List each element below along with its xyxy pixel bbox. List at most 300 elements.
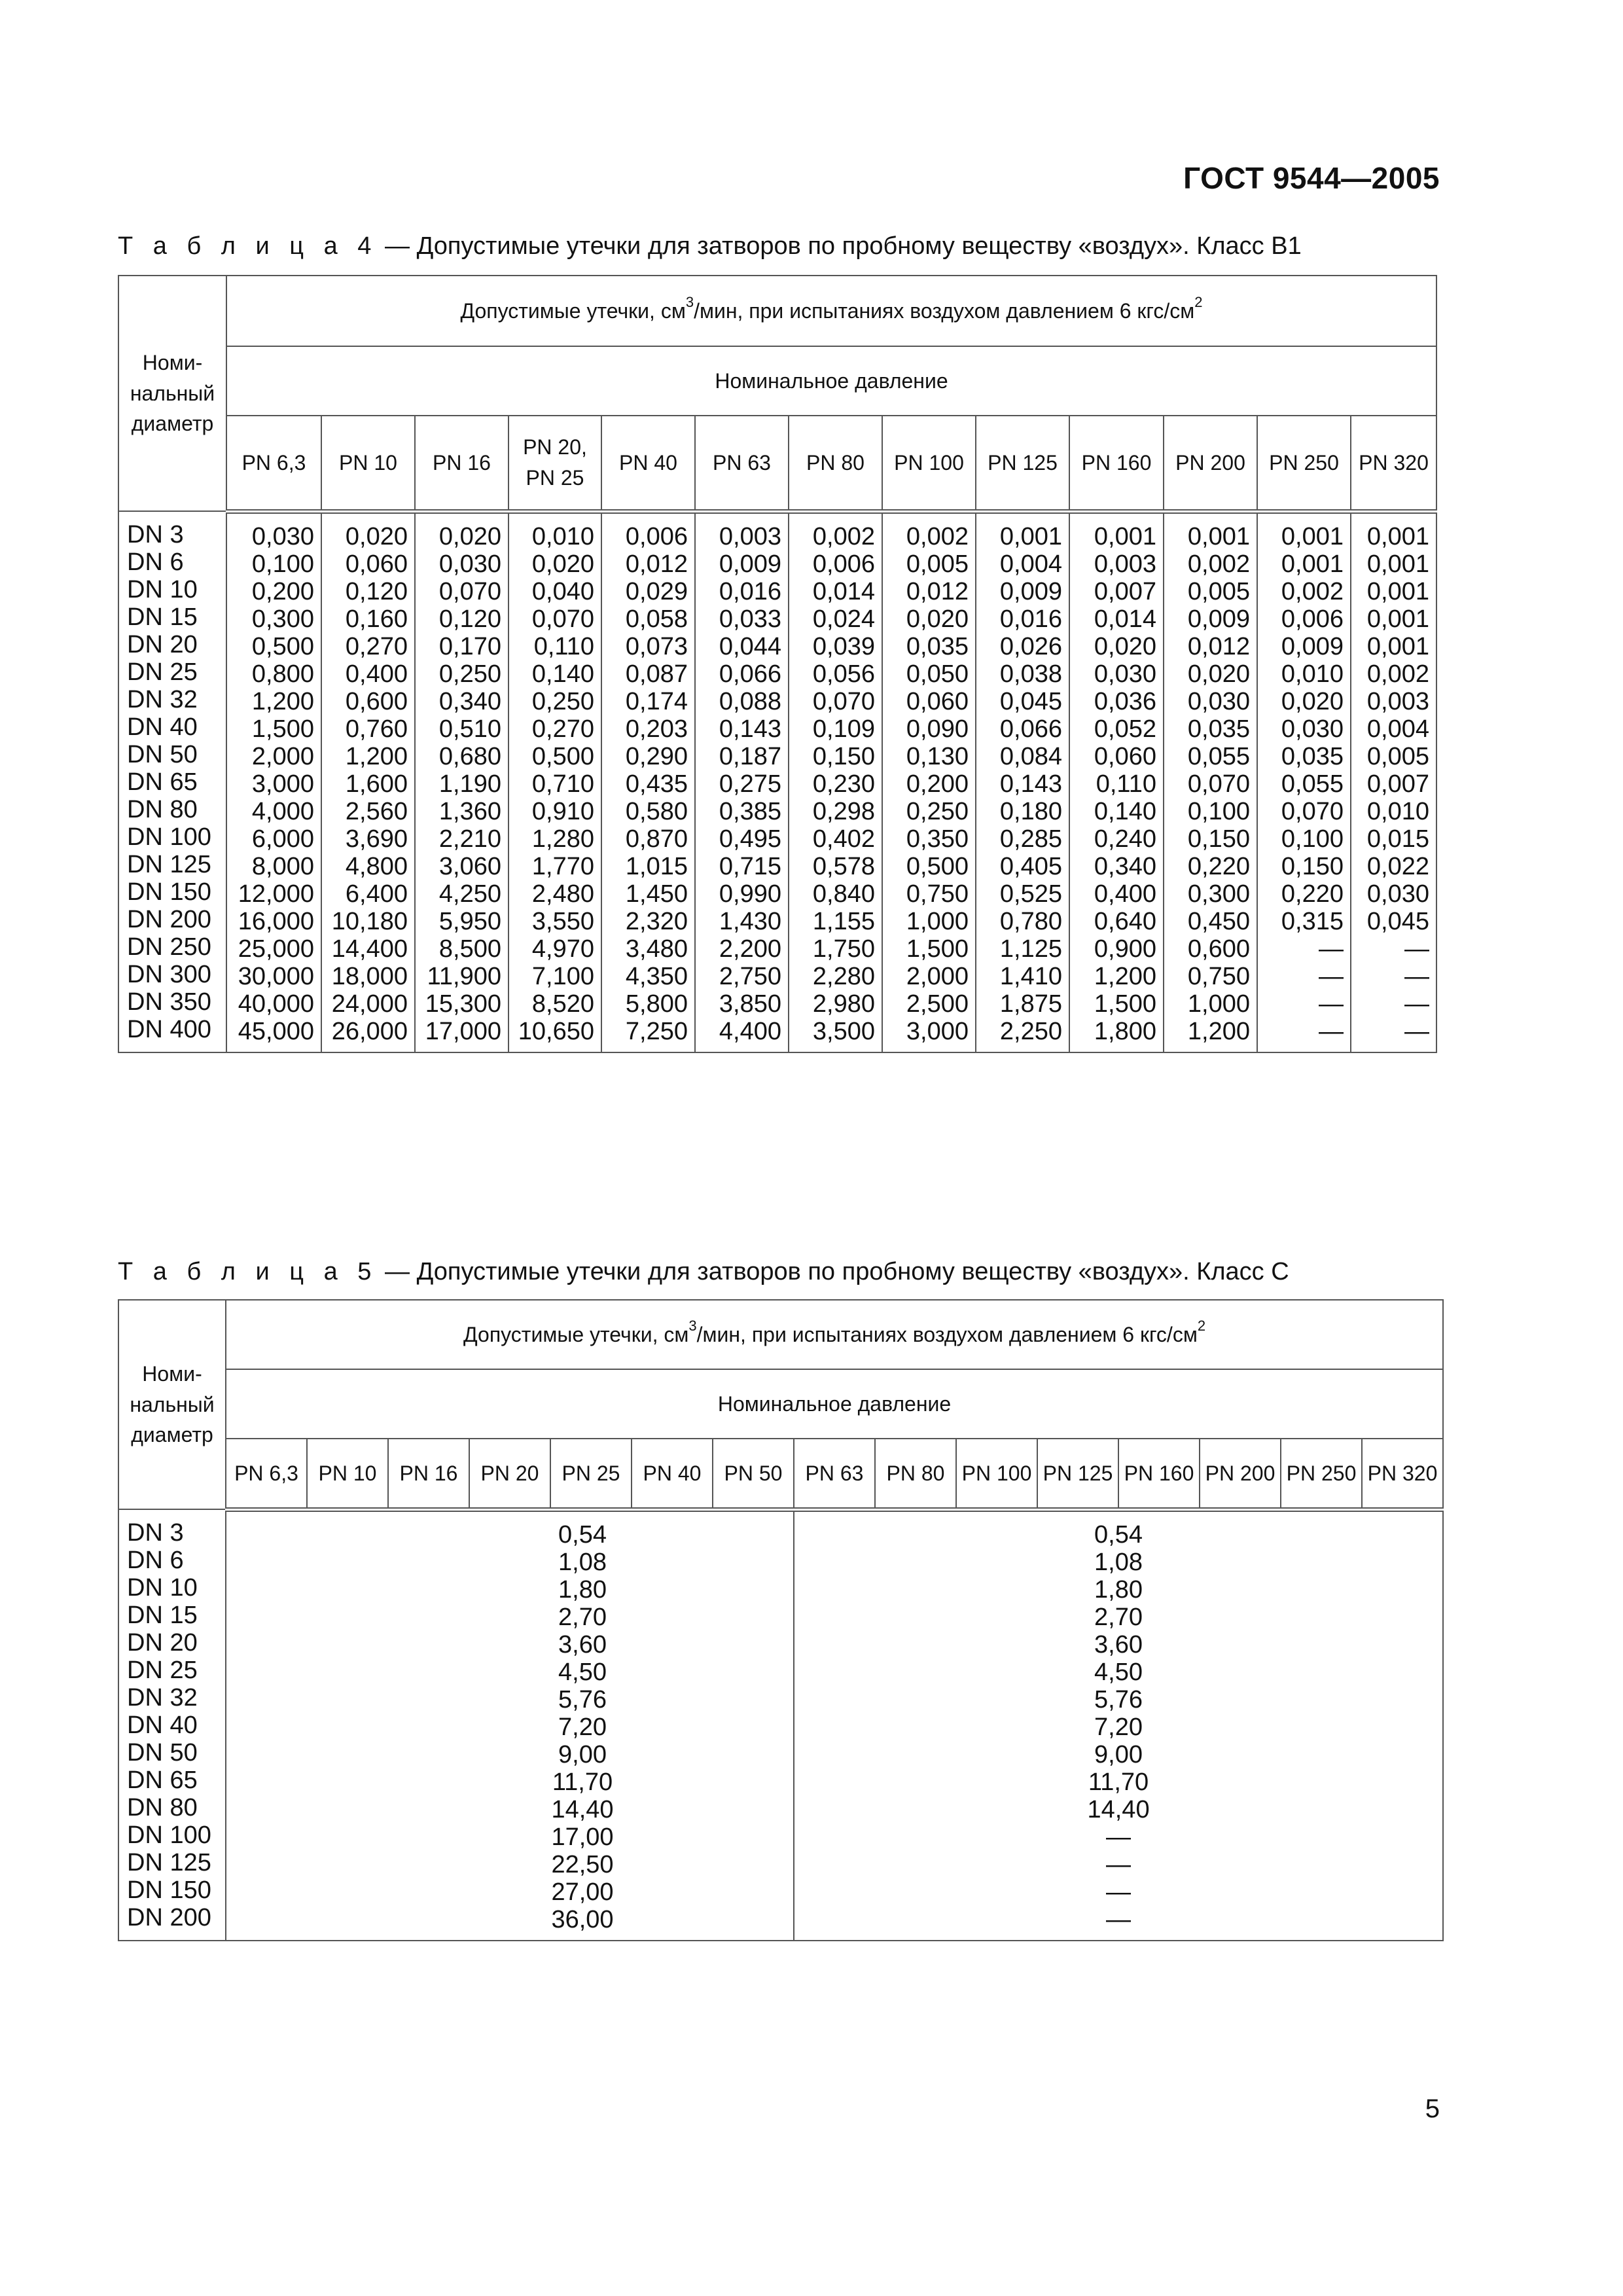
table4-value-cell: 0,109 [812,715,875,743]
table4-value-cell: 10,650 [518,1017,594,1045]
table4-value-cell: 0,250 [531,687,594,715]
page-number: 5 [1425,2094,1440,2123]
table4-value-cell: 0,084 [999,742,1062,770]
table4-value-cell: 0,800 [251,660,314,688]
table5-value-cell: 1,80 [1094,1575,1143,1604]
table4-value-cell: 0,004 [1366,715,1429,743]
table4-value-cell: 0,340 [438,687,501,715]
table4-value-cell: 1,360 [438,797,501,825]
table5-value-cell: 4,50 [1094,1658,1143,1686]
table5-value-cell: — [1106,1850,1132,1878]
table4-value-cell: 3,000 [906,1017,969,1045]
table4-value-cell: 0,100 [1281,825,1344,853]
table4-value-cell: 0,016 [999,605,1062,633]
table4-value-cell: 0,002 [1187,550,1250,578]
table4-value-cell: 0,143 [719,715,781,743]
table4-dn-cell: DN 20 [127,631,198,658]
table4-value-cell: 4,970 [531,935,594,963]
table4-value-cell: 0,500 [906,852,969,880]
table5-value-cell: 22,50 [551,1850,614,1878]
table4-value-cell: 3,550 [531,907,594,935]
table4-value-cell: 0,002 [906,522,969,550]
table4-dn-cell: DN 80 [127,796,198,823]
table4-value-cell: 2,200 [719,935,781,963]
table4-value-cell: 0,290 [625,742,688,770]
table5-value-cell: 7,20 [558,1713,607,1741]
table4-value-cell: 0,001 [1366,605,1429,633]
table4-value-cell: 0,640 [1094,907,1156,935]
table4-value-cell: 0,007 [1366,770,1429,798]
table4-value-cell: 0,250 [906,797,969,825]
table5-value-cell: 1,80 [558,1575,607,1604]
table5-group-header: Допустимые утечки, $см^3$/мин, при испытаниях воздухом давлением 6 кгс/$см^2$ [226,1300,1443,1369]
table4-value-cell: 0,066 [719,660,781,688]
table4-value-cell: — [1404,990,1429,1018]
table4-value-cell: 0,030 [1187,687,1250,715]
table4-value-cell: 0,270 [345,632,408,660]
table5-col-header: PN 6,3 [226,1439,307,1509]
table4-value-cell: 0,003 [719,522,781,550]
table4-value-cell: 2,480 [531,880,594,908]
table5-col-header: PN 160 [1118,1439,1200,1509]
table4-value-cell: 0,285 [999,825,1062,853]
table5-dn-cell: DN 10 [127,1574,198,1602]
table4-value-cell: 0,200 [251,577,314,605]
table4-col-header: PN 125 [976,416,1069,511]
table4-value-cell: 0,030 [1094,660,1156,688]
table4-value-cell: 0,003 [1094,550,1156,578]
table5-dn-cell: DN 20 [127,1629,198,1657]
table4-value-cell: 1,000 [1187,990,1250,1018]
table4-value-cell: 0,150 [1281,852,1344,880]
table4-value-cell: 0,033 [719,605,781,633]
table4-dn-column [118,511,226,1052]
table4-value-cell: 0,007 [1094,577,1156,605]
table4-value-cell: 0,001 [1187,522,1250,550]
table4-value-cell: 0,350 [906,825,969,853]
table4-dn-cell: DN 10 [127,576,198,603]
table5-col-header: PN 10 [307,1439,388,1509]
table4-value-column [508,511,601,1052]
table4-value-cell: 4,800 [345,852,408,880]
table5-dn-cell: DN 32 [127,1684,198,1712]
table4-value-cell: 2,560 [345,797,408,825]
table4-group-header: Допустимые утечки, $см^3$/мин, при испытаниях воздухом давлением 6 кгс/$см^2$ [226,276,1436,346]
table4-value-cell: 4,400 [719,1017,781,1045]
table4-value-cell: 8,520 [531,990,594,1018]
table5-value-cell: 3,60 [558,1630,607,1659]
table4-value-cell: 0,340 [1094,852,1156,880]
table4-value-cell: 0,010 [531,522,594,550]
table4-value-cell: — [1319,962,1344,990]
table4-value-cell: 0,030 [1281,715,1344,743]
table4-value-cell: 0,070 [438,577,501,605]
table4-value-cell: 0,070 [1281,797,1344,825]
table5-dn-cell: DN 80 [127,1794,198,1821]
table4-value-cell: 0,230 [812,770,875,798]
table4-value-column [1069,511,1164,1052]
table4-value-cell: 0,170 [438,632,501,660]
table4-value-cell: 0,020 [906,605,969,633]
table4-value-cell: 0,405 [999,852,1062,880]
table4-value-cell: 0,070 [531,605,594,633]
table5-dn-cell: DN 3 [127,1519,184,1547]
table4-value-cell: 0,026 [999,632,1062,660]
table4-value-cell: 1,500 [1094,990,1156,1018]
table4-value-cell: 0,001 [1366,522,1429,550]
table5-values-group1 [226,1509,794,1941]
table5-col-header: PN 20 [469,1439,550,1509]
table4-caption [118,232,1302,260]
table4-value-cell: 45,000 [238,1017,314,1045]
table5-value-cell: 17,00 [551,1823,614,1851]
table4-dn-cell: DN 400 [127,1016,211,1043]
table4-value-cell: 0,495 [719,825,781,853]
table4-value-cell: 3,000 [251,770,314,798]
table4-dn-cell: DN 350 [127,988,211,1016]
table4-value-cell: 0,001 [1366,550,1429,578]
table5-value-cell: 4,50 [558,1658,607,1686]
table4-value-cell: 0,120 [345,577,408,605]
table4-value-cell: 0,020 [1187,660,1250,688]
table4-value-cell: 1,770 [531,852,594,880]
table4-value-cell: 0,400 [345,660,408,688]
table4-value-cell: 0,029 [625,577,688,605]
table4-value-cell: 2,280 [812,962,875,990]
table4-value-cell: 0,045 [1366,907,1429,935]
table4-value-cell: 0,250 [438,660,501,688]
table4-value-cell: 25,000 [238,935,314,963]
table4-value-cell: 0,140 [1094,797,1156,825]
table4-col-header: PN 200 [1164,416,1257,511]
table5-col-header: PN 40 [632,1439,713,1509]
table4-value-column [321,511,415,1052]
table4-value-cell: 0,150 [1187,825,1250,853]
table4-value-cell: 0,052 [1094,715,1156,743]
table4-value-cell: 0,840 [812,880,875,908]
table4-dn-cell: DN 40 [127,713,198,741]
table4-value-cell: 0,010 [1366,797,1429,825]
table4-value-cell: 3,500 [812,1017,875,1045]
table4-value-cell: 0,015 [1366,825,1429,853]
table4-value-cell: 0,150 [812,742,875,770]
table4-value-cell: 0,270 [531,715,594,743]
table4-value-cell: 0,050 [906,660,969,688]
table4-value-cell: 4,250 [438,880,501,908]
table4-value-cell: 0,001 [1094,522,1156,550]
table4-value-cell: 0,060 [1094,742,1156,770]
table5-value-cell: 0,54 [558,1520,607,1549]
table4-value-cell: 1,500 [251,715,314,743]
table4-value-cell: 4,000 [251,797,314,825]
table4-value-cell: 0,006 [625,522,688,550]
table4-value-cell: 0,020 [1094,632,1156,660]
table5-col-header: PN 63 [794,1439,875,1509]
table4-col-header: PN 6,3 [226,416,321,511]
table5-value-cell: 2,70 [1094,1603,1143,1631]
table4-value-cell: 0,450 [1187,907,1250,935]
table4-col-header: PN 160 [1069,416,1164,511]
table5-col-header: PN 25 [550,1439,632,1509]
table4-value-cell: 18,000 [331,962,408,990]
table4-value-cell: 0,038 [999,660,1062,688]
table4-value-cell: 0,030 [438,550,501,578]
table5-col-header: PN 200 [1200,1439,1281,1509]
table4-value-column [1257,511,1351,1052]
table4-value-cell: — [1404,935,1429,963]
table4-value-cell: 1,200 [345,742,408,770]
table5-dn-cell: DN 25 [127,1657,198,1684]
table4-dn-cell: DN 3 [127,521,184,548]
table5-values-group2 [794,1509,1443,1941]
table4-value-cell: 0,009 [719,550,781,578]
table4-value-cell: 0,187 [719,742,781,770]
table4-value-cell: — [1319,935,1344,963]
table4-value-cell: 2,250 [999,1017,1062,1045]
table4-value-cell: 0,680 [438,742,501,770]
table5-value-cell: — [1106,1878,1132,1906]
table4-value-cell: 8,500 [438,935,501,963]
table4-value-cell: 0,715 [719,852,781,880]
table4-value-cell: 14,400 [331,935,408,963]
table4-value-cell: 0,012 [1187,632,1250,660]
table4-value-cell: 0,044 [719,632,781,660]
table5-dn-column [118,1509,226,1941]
table4-value-cell: 1,600 [345,770,408,798]
table4-dn-cell: DN 32 [127,686,198,713]
table5-value-cell: 7,20 [1094,1713,1143,1741]
table4-value-cell: 0,220 [1281,880,1344,908]
table4-value-cell: 0,070 [812,687,875,715]
table5-value-cell: 14,40 [1087,1795,1150,1823]
table5-col-header: PN 250 [1281,1439,1362,1509]
table4-value-cell: 2,320 [625,907,688,935]
table4-value-cell: 0,006 [812,550,875,578]
table4-value-cell: 0,130 [906,742,969,770]
table4-value-cell: 11,900 [427,962,501,990]
table4-value-cell: 0,010 [1281,660,1344,688]
table5-value-cell: 0,54 [1094,1520,1143,1549]
table5-dn-cell: DN 100 [127,1821,211,1849]
table4-value-cell: 0,143 [999,770,1062,798]
table4-col-header: PN 63 [695,416,789,511]
table4-col-header: PN 320 [1351,416,1436,511]
table4-value-cell: — [1319,990,1344,1018]
table4-value-column [789,511,882,1052]
table4-value-cell: 0,240 [1094,825,1156,853]
table5-dn-cell: DN 200 [127,1904,211,1931]
table4-col-header: PN 250 [1257,416,1351,511]
table4-value-cell: 1,125 [999,935,1062,963]
table4-value-cell: 0,009 [999,577,1062,605]
table4-value-cell: 0,174 [625,687,688,715]
table4-value-cell: 0,760 [345,715,408,743]
table4-value-cell: 0,035 [1187,715,1250,743]
table4-value-cell: 2,500 [906,990,969,1018]
table4-dn-cell: DN 300 [127,961,211,988]
table4-value-cell: 0,005 [1366,742,1429,770]
table4-value-cell: 0,045 [999,687,1062,715]
table4-value-cell: 0,060 [345,550,408,578]
table4-value-cell: 12,000 [238,880,314,908]
table5-col-header: PN 125 [1037,1439,1118,1509]
table4-value-cell: 1,000 [906,907,969,935]
table4-value-column [695,511,789,1052]
table5-col-header: PN 100 [956,1439,1037,1509]
table5-value-cell: 5,76 [558,1685,607,1713]
table4-dn-cell: DN 65 [127,768,198,796]
table4-value-cell: 1,190 [438,770,501,798]
table4-value-cell: 0,014 [1094,605,1156,633]
table5-dn-cell: DN 50 [127,1739,198,1767]
table4-value-cell: 0,100 [251,550,314,578]
table4-value-cell: 16,000 [238,907,314,935]
table5-dn-cell: DN 65 [127,1767,198,1794]
table4-value-cell: 0,087 [625,660,688,688]
table4-value-cell: 1,200 [1187,1017,1250,1045]
table4-dn-cell: DN 200 [127,906,211,933]
table4-value-cell: 30,000 [238,962,314,990]
table5-row-header: Номи- нальный диаметр [118,1300,226,1509]
table4-value-cell: 4,350 [625,962,688,990]
table4-dn-cell: DN 250 [127,933,211,961]
table4-value-cell: 0,020 [531,550,594,578]
table4-value-cell: 0,300 [251,605,314,633]
table4-dn-cell: DN 25 [127,658,198,686]
table4-value-cell: 0,073 [625,632,688,660]
table4-value-cell: 0,040 [531,577,594,605]
table4-value-cell: 10,180 [331,907,408,935]
table4-value-cell: 0,035 [1281,742,1344,770]
table5-value-cell: 11,70 [1088,1768,1149,1796]
table4-value-cell: 1,750 [812,935,875,963]
table4-value-cell: 0,710 [531,770,594,798]
table4-value-cell: 1,875 [999,990,1062,1018]
table4-value-cell: 1,800 [1094,1017,1156,1045]
table4-value-cell: 0,004 [999,550,1062,578]
table4-value-cell: 0,750 [1187,962,1250,990]
table5-value-cell: — [1106,1905,1132,1933]
table4-value-cell: 6,000 [251,825,314,853]
table4-value-cell: 0,750 [906,880,969,908]
table5-caption-text: — Допустимые утечки для затворов по пробному веществу «воздух». Класс С [378,1258,1289,1285]
table4-value-column [1164,511,1257,1052]
table4-value-cell: 0,030 [1366,880,1429,908]
table4-value-cell: 2,750 [719,962,781,990]
table4-value-cell: 0,058 [625,605,688,633]
table4-value-cell: 0,020 [345,522,408,550]
table4-row-header: Номи- нальный диаметр [118,276,226,511]
table5-caption-label: Т а б л и ц а 5 [118,1258,378,1285]
table4-value-cell: 0,500 [531,742,594,770]
table5 [118,1299,1444,1941]
table4-value-column [976,511,1069,1052]
table4-value-cell: 0,005 [1187,577,1250,605]
table4-value-cell: 3,060 [438,852,501,880]
table4-value-cell: 0,500 [251,632,314,660]
table4-value-cell: 0,990 [719,880,781,908]
table4-value-cell: 40,000 [238,990,314,1018]
table4-col-header: PN 40 [601,416,695,511]
table4-dn-cell: DN 100 [127,823,211,851]
table5-value-cell: 36,00 [551,1905,614,1933]
table4-value-cell: 0,055 [1281,770,1344,798]
table4-value-cell: 0,525 [999,880,1062,908]
table5-dn-cell: DN 125 [127,1849,211,1876]
table4-value-cell: 0,055 [1187,742,1250,770]
table5-dn-cell: DN 40 [127,1712,198,1739]
table5-dn-cell: DN 6 [127,1547,184,1574]
table4-value-cell: 0,088 [719,687,781,715]
table4-value-cell: 0,022 [1366,852,1429,880]
table4-value-cell: 0,203 [625,715,688,743]
table4-dn-cell: DN 15 [127,603,198,631]
table5-value-cell: 9,00 [1094,1740,1143,1768]
table4-value-cell: 1,200 [251,687,314,715]
table4-value-cell: 0,024 [812,605,875,633]
table4-value-cell: 2,980 [812,990,875,1018]
table5-col-header: PN 80 [875,1439,956,1509]
table4-value-cell: 0,036 [1094,687,1156,715]
table4-value-cell: 26,000 [331,1017,408,1045]
table4-value-cell: 0,100 [1187,797,1250,825]
table4-value-cell: 0,001 [1281,522,1344,550]
table5-value-cell: — [1106,1823,1132,1851]
table4-value-cell: 0,180 [999,797,1062,825]
table4-col-header: PN 20, PN 25 [508,416,601,511]
table5-value-cell: 1,08 [1094,1548,1143,1576]
table4 [118,275,1437,1053]
table4-dn-cell: DN 50 [127,741,198,768]
table4-dn-cell: DN 6 [127,548,184,576]
table4-value-cell: 1,200 [1094,962,1156,990]
table4-pressure-header: Номинальное давление [226,346,1436,416]
table4-value-cell: 3,480 [625,935,688,963]
table4-value-cell: 1,430 [719,907,781,935]
table5-value-cell: 27,00 [551,1878,614,1906]
table4-value-cell: 15,300 [425,990,501,1018]
table4-value-cell: 0,070 [1187,770,1250,798]
table4-value-cell: — [1404,1017,1429,1045]
table4-value-cell: 0,012 [625,550,688,578]
table4-value-cell: 1,015 [625,852,688,880]
table4-value-cell: 0,001 [1281,550,1344,578]
table5-col-header: PN 320 [1362,1439,1443,1509]
table4-value-cell: 0,002 [812,522,875,550]
table4-value-cell: 0,600 [1187,935,1250,963]
table4-value-column [415,511,508,1052]
table4-value-cell: 17,000 [425,1017,501,1045]
table4-value-cell: 0,006 [1281,605,1344,633]
table4-value-cell: 2,000 [906,962,969,990]
table4-value-cell: 24,000 [331,990,408,1018]
table4-col-header: PN 80 [789,416,882,511]
table5-value-cell: 9,00 [558,1740,607,1768]
table4-value-cell: 0,012 [906,577,969,605]
table4-value-cell: 7,100 [531,962,594,990]
table5-dn-cell: DN 15 [127,1602,198,1629]
table4-value-cell: 0,009 [1187,605,1250,633]
table4-value-cell: 0,402 [812,825,875,853]
table4-value-cell: 0,110 [533,632,594,660]
table4-value-cell: 0,110 [1096,770,1156,798]
table4-value-cell: 0,016 [719,577,781,605]
table4-caption-label: Т а б л и ц а 4 [118,232,378,260]
table5-value-cell: 11,70 [552,1768,613,1796]
table4-value-cell: 0,002 [1281,577,1344,605]
table4-value-cell: 0,298 [812,797,875,825]
table4-value-cell: 0,910 [531,797,594,825]
